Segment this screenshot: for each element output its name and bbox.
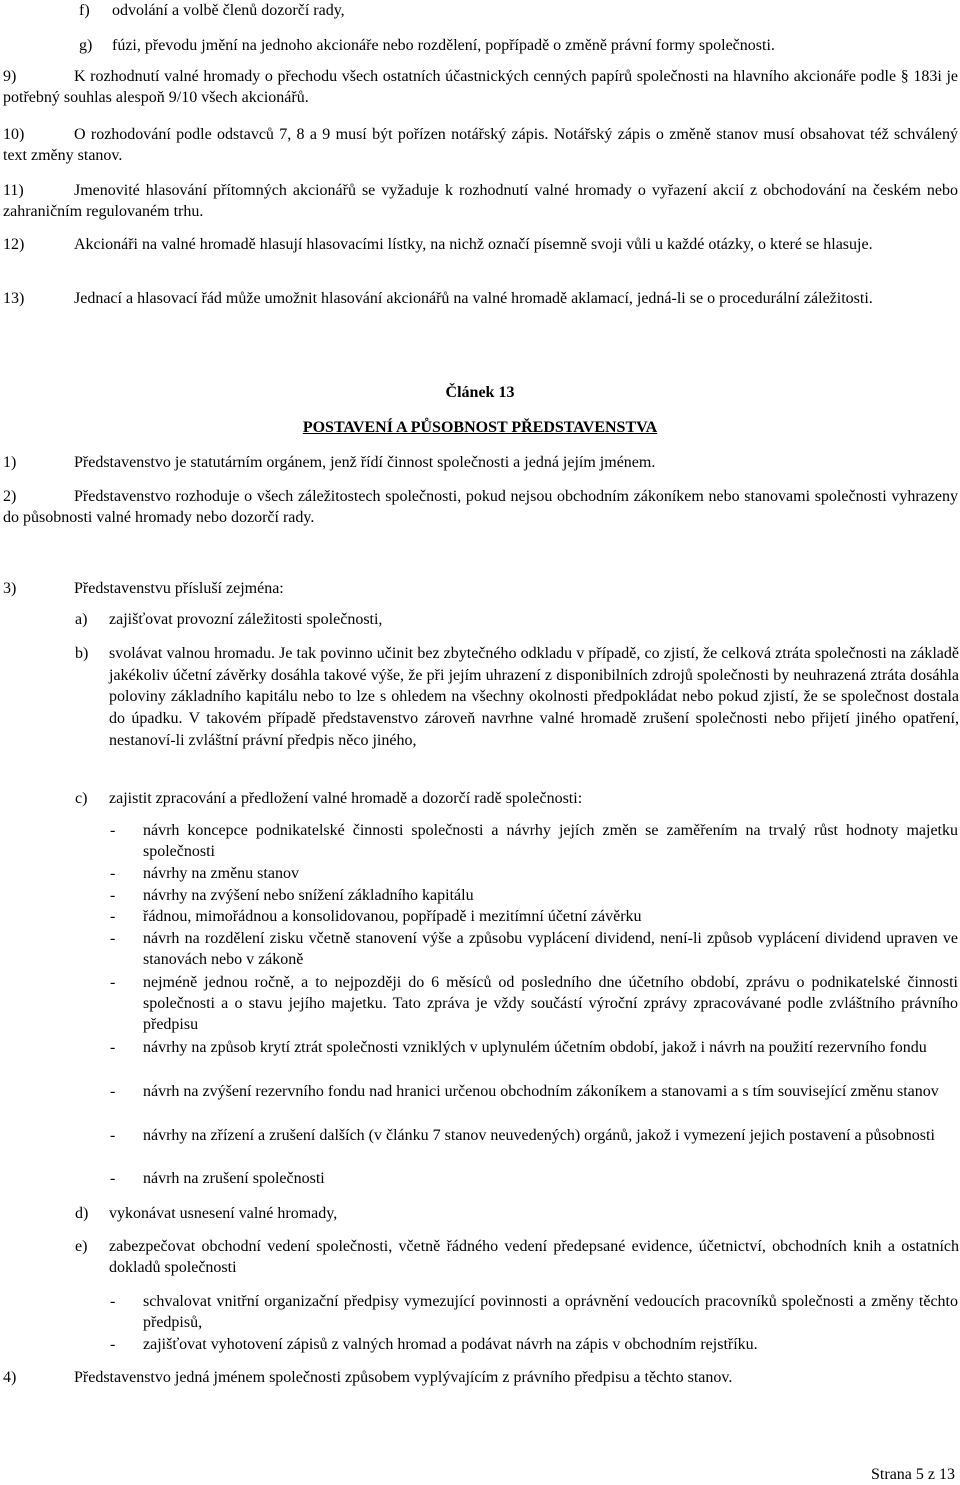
dash-marker: - xyxy=(110,1293,116,1310)
dash-marker: - xyxy=(110,1083,116,1100)
item-text: zajistit zpracování a předložení valné hromadě a dozorčí radě společnosti: xyxy=(109,790,583,807)
list-item xyxy=(110,1037,958,1058)
paragraph-text: Jednací a hlasovací řád může umožnit hlasování akcionářů na valné hromadě aklamací, jedná-li se o procedurální záležitosti. xyxy=(74,290,873,307)
paragraph-number: 13) xyxy=(3,290,25,307)
section-number: 3) xyxy=(3,580,17,597)
list-item-text: návrh na rozdělení zisku včetně stanovení výše a způsobu vyplácení dividend, není-li způsob vyplácení dividend upraven ve stanovách nebo v zákoně xyxy=(143,930,958,968)
dash-marker: - xyxy=(110,865,116,882)
item-text: svolávat valnou hromadu. Je tak povinno učinit bez zbytečného odkladu v případě, co zjistí, že celková ztráta společnosti na základě jakékoliv účetní závěrky dosáhla takové výše, že při jejím uhrazení z disponibilních zdrojů společnosti by neuhrazená ztráta dosáhla poloviny základního kapitálu nebo to lze s ohledem na všechny okolnosti předpokládat nebo pokud zjistí, že se společnost dostala do úpadku. V takovém případě představenstvo zároveň navrhne valné hromadě zrušení společnosti nebo přijetí jiného opatření, nestanoví-li zvláštní právní předpis něco jiného, xyxy=(109,645,959,749)
dash-marker: - xyxy=(110,1336,116,1353)
list-item-text: odvolání a volbě členů dozorčí rady, xyxy=(112,2,345,19)
list-item-text: řádnou, mimořádnou a konsolidovanou, popřípadě i mezitímní účetní závěrku xyxy=(143,908,642,925)
section-intro: Představenstvu přísluší zejména: xyxy=(74,580,284,597)
item-c xyxy=(75,788,959,809)
page-number: Strana 5 z 13 xyxy=(871,1466,955,1483)
dash-marker: - xyxy=(110,908,116,925)
item-marker: c) xyxy=(75,790,88,807)
list-item xyxy=(110,906,958,927)
paragraph-text: K rozhodnutí valné hromady o přechodu všech ostatních účastnických cenných papírů společnosti na hlavního akcionáře podle § 183i je potřebný souhlas alespoň 9/10 všech akcionářů. xyxy=(3,68,958,106)
list-item xyxy=(110,1081,958,1102)
dash-marker: - xyxy=(110,1039,116,1056)
paragraph-text: Jmenovité hlasování přítomných akcionářů se vyžaduje k rozhodnutí valné hromady o vyřazení akcií z obchodování na českém nebo zahraničním regulovaném trhu. xyxy=(3,182,958,220)
section-text: Představenstvo jedná jménem společnosti způsobem vyplývajícím z právního předpisu a těchto stanov. xyxy=(74,1369,733,1386)
item-d xyxy=(75,1203,959,1224)
item-text: vykonávat usnesení valné hromady, xyxy=(109,1205,338,1222)
section-2 xyxy=(3,486,958,528)
section-4 xyxy=(3,1367,958,1388)
list-item-text: návrh na zrušení společnosti xyxy=(143,1170,325,1187)
list-item-text: nejméně jednou ročně, a to nejpozději do 6 měsíců od posledního dne účetního období, zprávu o podnikatelské činnosti společnosti a o stavu jejího majetku. Tato zpráva je vždy součástí výroční zprávy zpracovávané podle zvláštního právního předpisu xyxy=(143,974,958,1033)
paragraph-number: 11) xyxy=(3,182,24,199)
list-item-text: návrhy na zvýšení nebo snížení základního kapitálu xyxy=(143,887,474,904)
dash-marker: - xyxy=(110,822,116,839)
list-item-text: schvalovat vnitřní organizační předpisy vymezující povinnosti a oprávnění vedoucích pracovníků společnosti a změny těchto předpisů, xyxy=(143,1293,958,1331)
item-text: zabezpečovat obchodní vedení společnosti, včetně řádného vedení předepsané evidence, účetnictví, obchodních knih a ostatních dokladů společnosti xyxy=(109,1238,959,1276)
list-marker: f) xyxy=(79,2,90,19)
dash-marker: - xyxy=(110,1127,116,1144)
paragraph-12 xyxy=(3,234,958,255)
list-item-g xyxy=(79,35,959,56)
section-number: 1) xyxy=(3,454,17,471)
list-item xyxy=(110,863,958,884)
paragraph-number: 12) xyxy=(3,236,25,253)
list-item xyxy=(110,972,958,1035)
article-number: Článek 13 xyxy=(445,384,515,401)
list-marker: g) xyxy=(79,37,93,54)
item-e xyxy=(75,1236,959,1278)
section-text: Představenstvo je statutárním orgánem, jenž řídí činnost společnosti a jedná jejím jménem. xyxy=(74,454,656,471)
item-marker: a) xyxy=(75,611,88,628)
section-number: 2) xyxy=(3,488,17,505)
list-item xyxy=(110,1334,958,1355)
section-1 xyxy=(3,452,958,473)
list-item xyxy=(110,928,958,970)
item-marker: b) xyxy=(75,645,89,662)
list-item xyxy=(110,1125,958,1146)
paragraph-text: O rozhodování podle odstavců 7, 8 a 9 musí být pořízen notářský zápis. Notářský zápis o změně stanov musí obsahovat též schválený text změny stanov. xyxy=(3,126,958,164)
paragraph-10 xyxy=(3,124,958,166)
list-item-text: fúzi, převodu jmění na jednoho akcionáře nebo rozdělení, popřípadě o změně právní formy společnosti. xyxy=(112,37,775,54)
list-item-text: návrh koncepce podnikatelské činnosti společnosti a návrhy jejích změn se zaměřením na trvalý růst hodnoty majetku společnosti xyxy=(143,822,958,860)
paragraph-13 xyxy=(3,288,958,309)
item-text: zajišťovat provozní záležitosti společnosti, xyxy=(109,611,383,628)
section-3 xyxy=(3,578,958,599)
paragraph-text: Akcionáři na valné hromadě hlasují hlasovacími lístky, na nichž označí písemně svoji vůli u každé otázky, o které se hlasuje. xyxy=(74,236,873,253)
item-marker: e) xyxy=(75,1238,88,1255)
dash-marker: - xyxy=(110,930,116,947)
item-a xyxy=(75,609,959,630)
paragraph-9 xyxy=(3,66,958,108)
list-item xyxy=(110,1168,958,1189)
paragraph-11 xyxy=(3,180,958,222)
list-item-f xyxy=(79,0,959,21)
section-number: 4) xyxy=(3,1369,17,1386)
dash-marker: - xyxy=(110,887,116,904)
list-item-text: návrh na zvýšení rezervního fondu nad hranici určenou obchodním zákoníkem a stanovami a s tím související změnu stanov xyxy=(143,1083,939,1100)
list-item xyxy=(110,1291,958,1333)
list-item xyxy=(110,820,958,862)
list-item-text: návrhy na změnu stanov xyxy=(143,865,299,882)
paragraph-number: 10) xyxy=(3,126,25,143)
list-item-text: zajišťovat vyhotovení zápisů z valných hromad a podávat návrh na zápis v obchodním rejstříku. xyxy=(143,1336,758,1353)
dash-marker: - xyxy=(110,974,116,991)
list-item-text: návrhy na způsob krytí ztrát společnosti vzniklých v uplynulém účetním období, jakož i návrh na použití rezervního fondu xyxy=(143,1039,927,1056)
item-marker: d) xyxy=(75,1205,89,1222)
list-item-text: návrhy na zřízení a zrušení dalších (v článku 7 stanov neuvedených) orgánů, jakož i vymezení jejich postavení a působnosti xyxy=(143,1127,935,1144)
item-b xyxy=(75,643,959,752)
dash-marker: - xyxy=(110,1170,116,1187)
paragraph-number: 9) xyxy=(3,68,17,85)
article-title: POSTAVENÍ A PŮSOBNOST PŘEDSTAVENSTVA xyxy=(302,419,658,436)
list-item xyxy=(110,885,958,906)
section-text: Představenstvo rozhoduje o všech záležitostech společnosti, pokud nejsou obchodním zákoníkem nebo stanovami společnosti vyhrazeny do působnosti valné hromady nebo dozorčí rady. xyxy=(3,488,958,526)
